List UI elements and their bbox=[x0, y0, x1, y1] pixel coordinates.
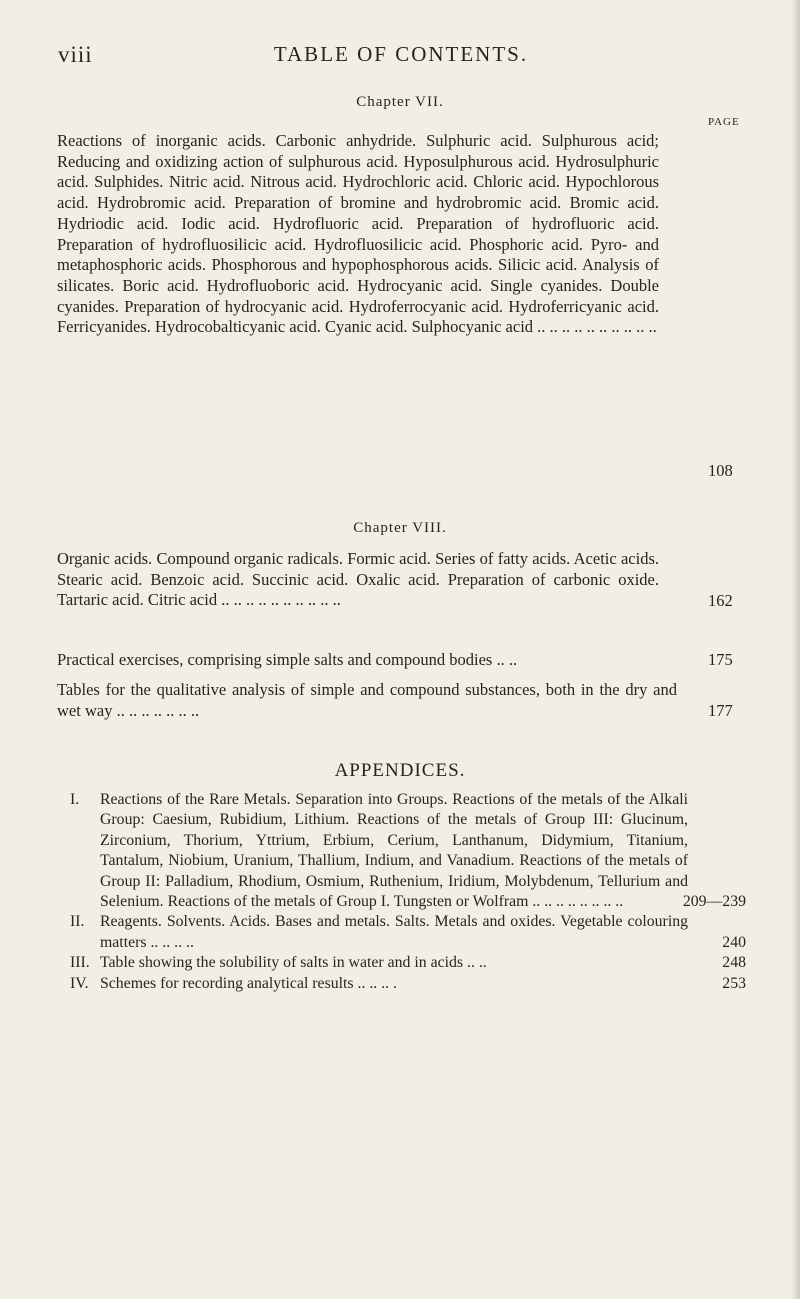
qualitative-tables-entry bbox=[57, 680, 677, 721]
appendices-heading: APPENDICES. bbox=[334, 760, 466, 781]
qualitative-tables-text: Tables for the qualitative analysis of simple and compound substances, both in the dry and wet way bbox=[57, 680, 677, 720]
appendix-body bbox=[100, 953, 688, 973]
running-title: TABLE OF CONTENTS. bbox=[273, 42, 529, 66]
appendix-body bbox=[100, 790, 688, 912]
appendix-page-number: 248 bbox=[722, 954, 746, 972]
appendix-body bbox=[100, 912, 688, 953]
running-head bbox=[58, 42, 744, 72]
practical-exercises-entry bbox=[57, 650, 697, 671]
chapter-viii-page-number: 162 bbox=[708, 591, 733, 610]
appendix-item bbox=[70, 953, 746, 973]
appendix-numeral: II. bbox=[70, 913, 85, 931]
appendix-item bbox=[70, 912, 746, 953]
appendix-leader: .. .. .. .. .. .. .. .. bbox=[532, 893, 624, 911]
chapter-viii-leader: .. .. .. .. .. .. .. .. .. .. bbox=[221, 590, 341, 610]
practical-exercises-leader: .. .. bbox=[496, 650, 518, 669]
chapter-vii-leader: .. .. .. .. .. .. .. .. .. .. bbox=[537, 317, 657, 337]
page-column-label: PAGE bbox=[708, 116, 740, 128]
qualitative-tables-page-number: 177 bbox=[708, 701, 733, 720]
appendix-item bbox=[70, 974, 746, 994]
chapter-viii-entry bbox=[57, 549, 659, 611]
appendix-page-number: 209—239 bbox=[682, 893, 746, 911]
appendix-numeral: III. bbox=[70, 954, 90, 972]
practical-exercises-page-number: 175 bbox=[708, 650, 733, 669]
appendix-leader: .. .. .. . bbox=[357, 974, 397, 992]
appendix-page-number: 253 bbox=[722, 974, 746, 992]
appendix-text: Reactions of the Rare Metals. Separation into Groups. Reactions of the metals of the Alkali Group: Caesium, Rubidium, Lithium. Reactions of the metals of Group III: Glucinum, Zirconium, Thorium, Yttrium, Erbium, Cerium, Lanthanum, Didymium, Titanium, Tantalum, Niobium, Uranium, Thallium, Indium, and Vanadium. Reactions of the metals of Group II: Palladium, Rhodium, Osmium, Ruthenium, Iridium, Molybdenum, Tellurium and Selenium. Reactions of the metals of Group I. Tungsten or Wolfram bbox=[100, 791, 688, 911]
appendices-list bbox=[70, 790, 746, 994]
appendix-item bbox=[70, 790, 746, 912]
appendix-leader: .. .. .. .. bbox=[150, 933, 194, 951]
page-edge-shadow bbox=[792, 0, 800, 1299]
chapter-vii-entry bbox=[57, 131, 659, 338]
appendix-text: Schemes for recording analytical results bbox=[100, 974, 354, 992]
qualitative-tables-leader: .. .. .. .. .. .. .. bbox=[116, 700, 200, 720]
appendix-numeral: IV. bbox=[70, 974, 89, 992]
page-folio: viii bbox=[58, 42, 93, 67]
appendix-leader: .. .. bbox=[467, 954, 487, 972]
appendix-page-number: 240 bbox=[722, 933, 746, 951]
appendix-text: Reagents. Solvents. Acids. Bases and metals. Salts. Metals and oxides. Vegetable colouring matters bbox=[100, 913, 688, 951]
appendix-numeral: I. bbox=[70, 791, 80, 808]
appendix-body bbox=[100, 974, 688, 994]
chapter-viii-heading: Chapter VIII. bbox=[353, 520, 447, 536]
appendix-text: Table showing the solubility of salts in water and in acids bbox=[100, 954, 464, 972]
chapter-viii-text: Organic acids. Compound organic radicals. Formic acid. Series of fatty acids. Acetic acids. Stearic acid. Benzoic acid. Succinic acid. Oxalic acid. Preparation of carbonic oxide. Tartaric acid. Citric acid bbox=[57, 549, 659, 610]
chapter-vii-heading: Chapter VII. bbox=[356, 94, 444, 110]
practical-exercises-text: Practical exercises, comprising simple salts and compound bodies bbox=[57, 650, 493, 669]
chapter-vii-page-number: 108 bbox=[708, 461, 733, 480]
chapter-vii-text: Reactions of inorganic acids. Carbonic anhydride. Sulphuric acid. Sulphurous acid; Reducing and oxidizing action of sulphurous acid. Hyposulphurous acid. Hydrosulphuric acid. Sulphides. Nitric acid. Nitrous acid. Hydrochloric acid. Chloric acid. Hypochlorous acid. Hydrobromic acid. Preparation of bromine and hydrobromic acid. Bromic acid. Hydriodic acid. Iodic acid. Hydrofluoric acid. Preparation of hydrofluoric acid. Preparation of hydrofluosilicic acid. Hydrofluosilicic acid. Phosphoric acid. Pyro- and metaphosphoric acids. Phosphorous and hypophosphorous acids. Silicic acid. Analysis of silicates. Boric acid. Hydrofluoboric acid. Hydrocyanic acid. Single cyanides. Double cyanides. Preparation of hydrocyanic acid. Hydroferrocyanic acid. Hydroferricyanic acid. Ferricyanides. Hydrocobalticyanic acid. Cyanic acid. Sulphocyanic acid bbox=[57, 131, 659, 337]
